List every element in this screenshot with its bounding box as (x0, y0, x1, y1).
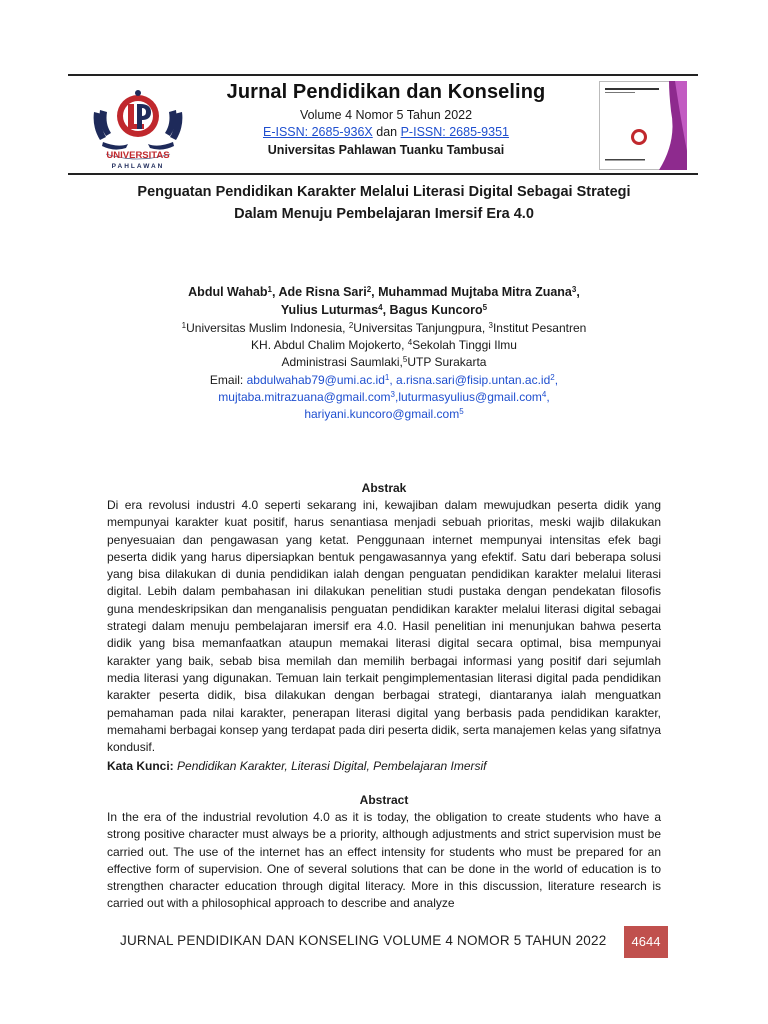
author-sup: 4 (378, 303, 383, 312)
email-separator: , (395, 390, 399, 404)
email-separator: , (546, 390, 550, 404)
abstract-heading: Abstract (359, 793, 409, 807)
author-name: , Ade Risna Sari (272, 285, 367, 299)
pissn-link[interactable]: P-ISSN: 2685-9351 (400, 125, 509, 139)
issn-joiner: dan (372, 125, 401, 139)
header-top-rule (68, 74, 698, 76)
university-logo (88, 82, 188, 172)
page-number-badge: 4644 (624, 926, 668, 958)
email-line (130, 406, 638, 423)
author-name: , Muhammad Mujtaba Mitra Zuana (371, 285, 572, 299)
author-sup: 2 (366, 285, 372, 294)
author-sup: 1 (267, 285, 272, 294)
logo-pahlawan-word: PAHLAWAN (111, 163, 165, 170)
article-title-line: Dalam Menuju Pembelajaran Imersif Era 4.0 (234, 206, 534, 222)
affiliation-line (150, 337, 618, 354)
keywords-value: Pendidikan Karakter, Literasi Digital, Pembelajaran Imersif (173, 759, 487, 773)
author-name: Yulius Luturmas (280, 303, 379, 317)
author-line (110, 283, 658, 301)
email-sup: 3 (390, 390, 395, 399)
affil-sup: 2 (348, 321, 354, 330)
affiliation-text: Universitas Tanjungpura, (353, 321, 489, 335)
author-separator: , (576, 285, 580, 299)
email-separator: , (389, 373, 397, 387)
affiliation-text: Administrasi Saumlaki, (281, 355, 403, 369)
header-bottom-rule (68, 173, 698, 175)
keywords-label: Kata Kunci: (107, 759, 174, 773)
journal-title: Jurnal Pendidikan dan Konseling (226, 81, 546, 103)
affiliation-text: KH. Abdul Chalim Mojokerto, (251, 338, 408, 352)
author-sup: 3 (571, 285, 577, 294)
email-link[interactable]: a.risna.sari@fisip.untan.ac.id (396, 373, 551, 387)
abstract-body: In the era of the industrial revolution 4.0 as it is today, the obligation to create students who have a strong positive character must always be a priority, although adjustments and strict supervision must be carried out. The use of the internet has an effect intensity for students who must be prepared for an effective form of supervision. One of several solutions that can be done in the world of education is to strengthen character education through digital literacy. More in this discussion, literature research is carried out with a philosophical approach to describe and analyze (107, 810, 661, 911)
email-label: Email: (209, 373, 247, 387)
keywords (107, 758, 661, 775)
email-separator: , (554, 373, 559, 387)
author-line (110, 301, 658, 319)
author-list (110, 283, 658, 319)
logo-university-word: UNIVERSITAS (106, 150, 170, 161)
affiliation-line (150, 320, 618, 337)
email-link[interactable]: mujtaba.mitrazuana@gmail.com (218, 390, 391, 404)
affiliation-line (150, 354, 618, 371)
email-link[interactable]: hariyani.kuncoro@gmail.com (304, 407, 460, 421)
article-title (100, 181, 668, 225)
email-link[interactable]: luturmasyulius@gmail.com (398, 390, 542, 404)
affiliations (150, 320, 618, 371)
email-line (130, 372, 638, 389)
article-title-line: Penguatan Pendidikan Karakter Melalui Literasi Digital Sebagai Strategi (137, 184, 631, 200)
abstrak-body: Di era revolusi industri 4.0 seperti sekarang ini, kewajiban dalam mewujudkan peserta didik yang mempunyai karakter kuat positif, harus senantiasa menjadi sebuah prioritas, meski wajib dilakukan penyesuaian dan pengawasan yang ketat. Penggunaan internet mempunyai intensitas efek bagi peserta didik yang harus dipersiapkan bentuk pengawasannya yang efektif. Satu dari beberapa solusi yang bisa dilakukan di dunia pendidikan ialah dengan penguatan pendidikan karakter melalui literasi digital. Lebih dalam pembahasan ini dilakukan penelitian studi pustaka dengan pendekatan filosofis guna mendeskripsikan dan menganalisis penguatan pendidikan karakter melalui literasi digital sebagai strategi dalam menuju pembelajaran imersif era 4.0. Hasil penelitian ini menunjukan bahwa peserta didik yang bisa memanfaatkan ataupun memakai literasi digital secara optimal, bisa mempunyai karakter yang baik, sebab bisa memilah dan memilih berbagai informasi yang positif dari sejumlah media literasi yang digunakan. Temuan lain terkait pengimplementasian literasi digital pada pendidikan karakter peserta didik, bisa dilakukan dengan berbagai strategi, diantaranya ialah menguatkan pemahaman pada nilai karakter, penerapan literasi digital yang berbasis pada pendidikan karakter, memahami berbagai konsep yang terdapat pada diri peserta didik, serta manajemen kelas yang sifatnya kondusif. (107, 498, 661, 755)
affil-sup: 3 (488, 321, 493, 330)
journal-cover-thumbnail (599, 81, 687, 170)
author-name: Abdul Wahab (188, 285, 268, 299)
abstrak-heading: Abstrak (361, 481, 407, 495)
eissn-link[interactable]: E-ISSN: 2685-936X (262, 125, 373, 139)
affiliation-text: Universitas Muslim Indonesia, (186, 321, 349, 335)
affiliation-text: Institut Pesantren (492, 321, 587, 335)
journal-volume: Volume 4 Nomor 5 Tahun 2022 (299, 108, 473, 122)
email-link[interactable]: abdulwahab79@umi.ac.id (246, 373, 385, 387)
email-sup: 1 (384, 373, 390, 382)
affil-sup: 1 (181, 321, 187, 330)
email-list (130, 372, 638, 423)
email-sup: 4 (541, 390, 547, 399)
email-sup: 2 (550, 373, 555, 382)
footer-journal-line: JURNAL PENDIDIKAN DAN KONSELING VOLUME 4 NOMOR 5 TAHUN 2022 (120, 933, 607, 948)
affil-sup: 5 (402, 355, 408, 364)
journal-header (200, 78, 572, 159)
issn-line (200, 124, 572, 141)
affiliation-text: UTP Surakarta (407, 355, 487, 369)
email-sup: 5 (459, 407, 464, 416)
university-name: Universitas Pahlawan Tuanku Tambusai (267, 143, 505, 157)
affil-sup: 4 (407, 338, 413, 347)
email-line (130, 389, 638, 406)
author-name: , Bagus Kuncoro (382, 303, 483, 317)
author-sup: 5 (482, 303, 488, 312)
affiliation-text: Sekolah Tinggi Ilmu (412, 338, 517, 352)
